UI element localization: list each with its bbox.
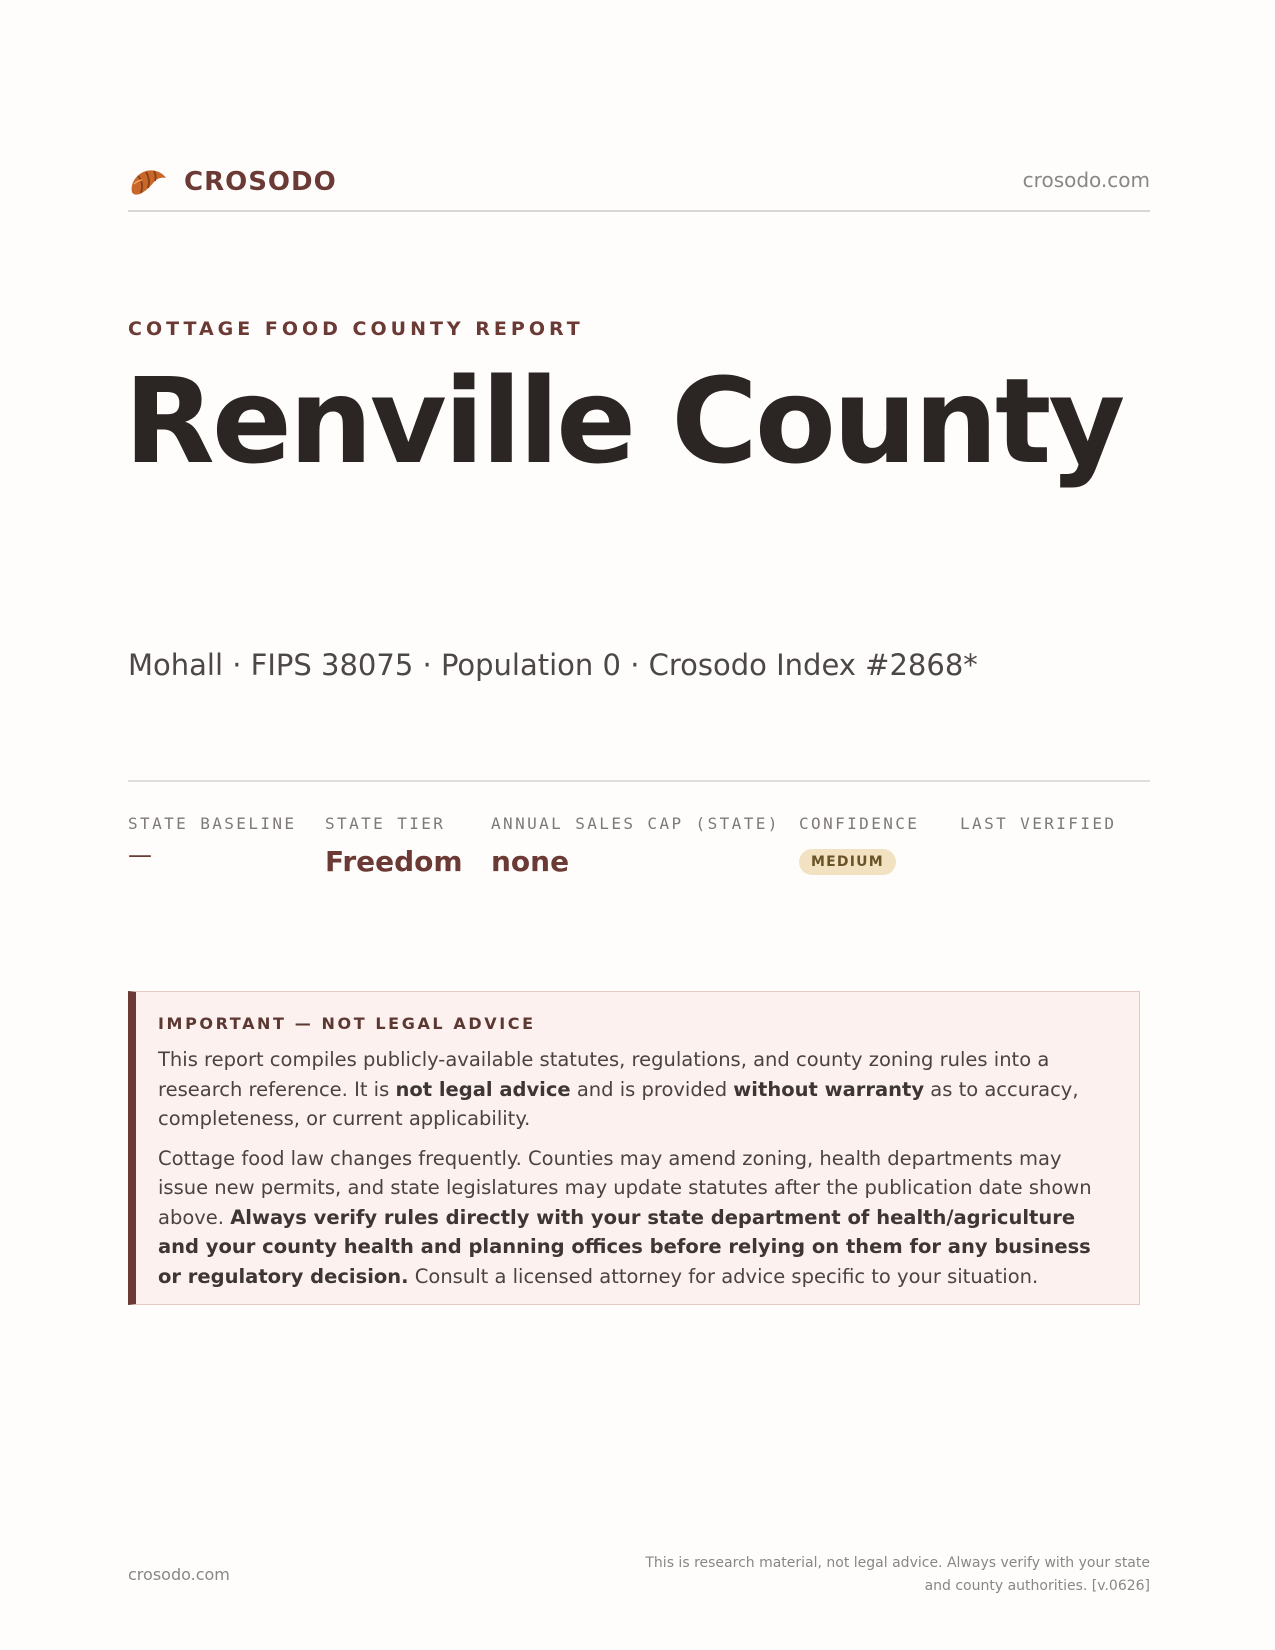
notice-emphasis: not legal advice <box>395 1077 571 1101</box>
confidence-badge: MEDIUM <box>799 849 896 875</box>
notice-paragraph-1 <box>158 1045 1115 1134</box>
section-divider <box>128 780 1150 782</box>
stat-value: Freedom <box>325 845 463 878</box>
stat-label: LAST VERIFIED <box>960 814 1117 833</box>
stat-label: CONFIDENCE <box>799 814 920 833</box>
header-bar <box>128 158 1150 212</box>
notice-emphasis: Always verify rules directly with your state department of health/agriculture and your county health and planning offices before relying on them for any business or regulatory decision. <box>158 1205 1091 1288</box>
report-page <box>124 0 1150 1650</box>
report-eyebrow: COTTAGE FOOD COUNTY REPORT <box>128 318 584 340</box>
notice-text: Consult a licensed attorney for advice specific to your situation. <box>408 1264 1039 1288</box>
stat-label: STATE BASELINE <box>128 814 297 833</box>
notice-paragraph-2 <box>158 1144 1115 1292</box>
stat-value: — <box>128 841 152 869</box>
stat-value: none <box>491 845 570 878</box>
notice-emphasis: without warranty <box>733 1077 925 1101</box>
stat-annual-sales-cap <box>491 814 780 878</box>
notice-text: as to accuracy, completeness, or current applicability. <box>158 1077 1079 1130</box>
notice-text: and is provided <box>570 1077 734 1101</box>
footer-disclaimer <box>590 1552 1150 1598</box>
notice-text: This report compiles publicly-available statutes, regulations, and county zoning rules into a research reference. It is <box>158 1048 1050 1101</box>
brand[interactable] <box>128 162 337 202</box>
footer-disclaimer-line: This is research material, not legal advice. Always verify with your state <box>645 1555 1150 1571</box>
footer-disclaimer-line: and county authorities. [v.0626] <box>924 1578 1150 1594</box>
croissant-icon <box>128 162 168 202</box>
stat-state-baseline <box>128 814 296 869</box>
page-title: Renville County <box>124 352 1123 490</box>
brand-name: CROSODO <box>184 167 337 197</box>
notice-text: Cottage food law changes frequently. Counties may amend zoning, health departments may issue new permits, and state legislatures may update statutes after the publication date shown above. <box>158 1146 1092 1229</box>
stat-state-tier <box>325 814 463 878</box>
legal-notice-box <box>128 991 1140 1305</box>
notice-title: IMPORTANT — NOT LEGAL ADVICE <box>158 1014 536 1033</box>
footer-site-url[interactable]: crosodo.com <box>128 1565 230 1584</box>
stat-label: ANNUAL SALES CAP (STATE) <box>491 814 780 833</box>
stat-confidence <box>799 814 919 875</box>
stat-last-verified <box>960 814 1116 845</box>
stats-row <box>128 814 1150 894</box>
site-url[interactable]: crosodo.com <box>1022 168 1150 192</box>
stat-label: STATE TIER <box>325 814 446 833</box>
county-meta-line: Mohall · FIPS 38075 · Population 0 · Crosodo Index #2868* <box>128 648 978 682</box>
